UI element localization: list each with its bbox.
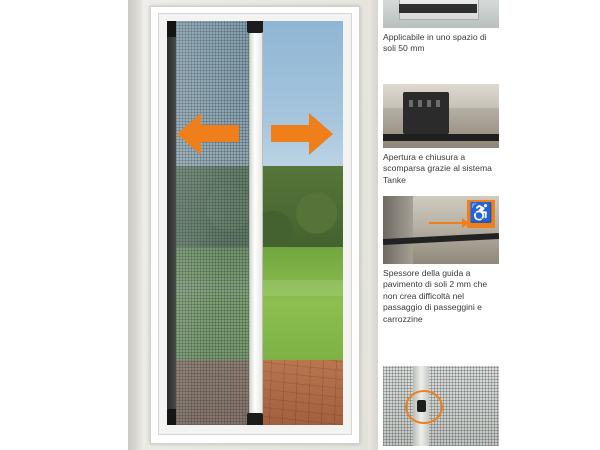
wall-shadow-right <box>368 0 378 450</box>
floor-track-thumb <box>383 196 499 264</box>
garden-view-scene <box>167 21 343 425</box>
rail-cap-top <box>167 21 176 37</box>
arrow-right-small-icon <box>429 222 463 224</box>
feature-magnet-closure <box>383 366 499 450</box>
feature-floor-guide <box>383 196 499 325</box>
center-moving-profile <box>249 21 263 425</box>
wheelchair-accessible-icon: ♿ <box>467 200 495 228</box>
screen-sheen <box>167 21 259 425</box>
mesh-magnet-thumb <box>383 366 499 446</box>
arrow-right-icon <box>271 113 333 155</box>
feature-column <box>383 0 515 450</box>
pvc-door-frame <box>150 6 360 444</box>
side-guide-rail <box>167 21 176 425</box>
highlight-circle-icon <box>405 390 443 424</box>
profile-cap-top <box>247 21 263 33</box>
direction-arrows <box>167 113 343 155</box>
wall-shadow-left <box>128 0 142 450</box>
rail-cap-bottom <box>167 409 176 425</box>
profile-cap-bottom <box>247 413 263 425</box>
arrow-left-icon <box>177 113 239 155</box>
feature-caption: Spessore della guida a pavimento di soli 2 mm che non crea difficoltà nel passaggio di passeggini e carrozzine <box>383 268 488 324</box>
profile-closeup-thumb <box>383 0 499 28</box>
feature-caption: Apertura e chiusura a scomparsa grazie al sistema Tanke <box>383 152 492 185</box>
feature-caption: Applicabile in uno spazio di soli 50 mm <box>383 32 487 54</box>
feature-slim-profile <box>383 0 499 55</box>
bottom-hardware-thumb <box>383 84 499 148</box>
feature-tanke-system <box>383 84 499 186</box>
main-door-photo <box>128 0 378 450</box>
